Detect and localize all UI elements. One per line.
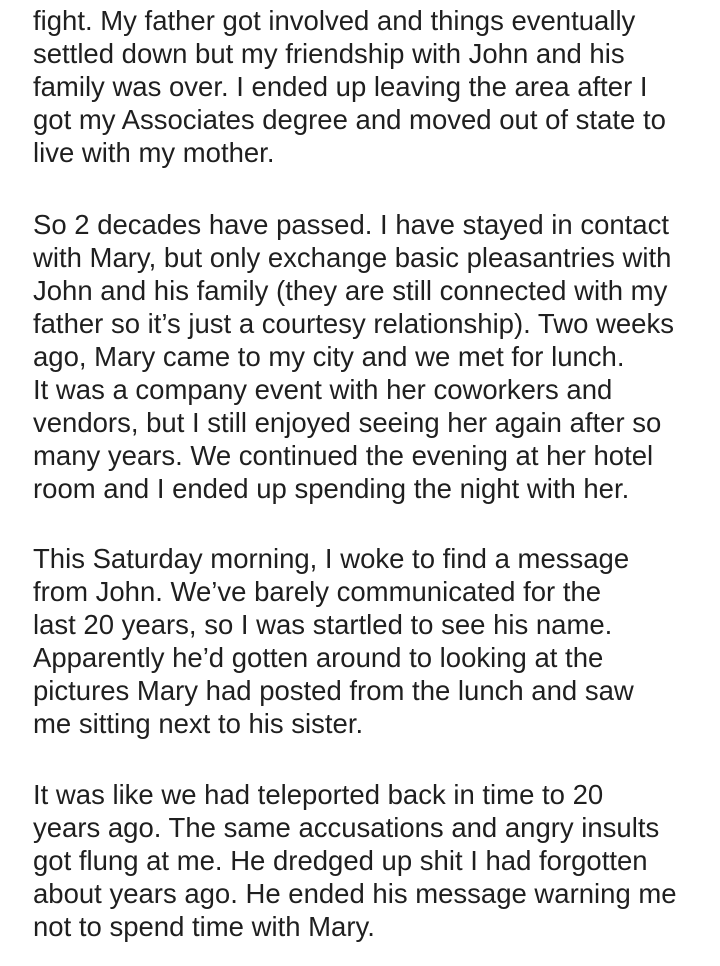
paragraph-line: from John. We’ve barely communicated for the	[33, 576, 602, 607]
paragraph-line: ago, Mary came to my city and we met for lunch.	[33, 341, 625, 372]
paragraph-line: John and his family (they are still connected with my	[33, 275, 668, 306]
paragraph-2	[33, 208, 713, 505]
paragraph-line: with Mary, but only exchange basic pleasantries with	[33, 242, 672, 273]
paragraph-line: many years. We continued the evening at her hotel	[33, 440, 654, 471]
paragraph-4	[33, 778, 713, 943]
paragraph-line: not to spend time with Mary.	[33, 911, 375, 942]
paragraph-line: It was like we had teleported back in time to 20	[33, 779, 604, 810]
paragraph-line: pictures Mary had posted from the lunch and saw	[33, 675, 634, 706]
paragraph-line: It was a company event with her coworkers and	[33, 374, 613, 405]
paragraph-line: vendors, but I still enjoyed seeing her again after so	[33, 407, 662, 438]
paragraph-line: me sitting next to his sister.	[33, 708, 364, 739]
paragraph-line: about years ago. He ended his message warning me	[33, 878, 677, 909]
paragraph-line: live with my mother.	[33, 137, 275, 168]
paragraph-line: So 2 decades have passed. I have stayed in contact	[33, 209, 669, 240]
paragraph-3	[33, 542, 713, 740]
paragraph-line: family was over. I ended up leaving the area after I	[33, 71, 648, 102]
paragraph-1	[33, 4, 713, 169]
paragraph-line: got flung at me. He dredged up shit I had forgotten	[33, 845, 648, 876]
paragraph-line: Apparently he’d gotten around to looking at the	[33, 642, 604, 673]
paragraph-line: got my Associates degree and moved out of state to	[33, 104, 666, 135]
paragraph-line: fight. My father got involved and things eventually	[33, 5, 636, 36]
paragraph-line: years ago. The same accusations and angry insults	[33, 812, 660, 843]
paragraph-line: last 20 years, so I was startled to see his name.	[33, 609, 613, 640]
paragraph-line: father so it’s just a courtesy relationship). Two weeks	[33, 308, 674, 339]
paragraph-line: settled down but my friendship with John and his	[33, 38, 625, 69]
paragraph-line: This Saturday morning, I woke to find a message	[33, 543, 630, 574]
paragraph-line: room and I ended up spending the night with her.	[33, 473, 630, 504]
